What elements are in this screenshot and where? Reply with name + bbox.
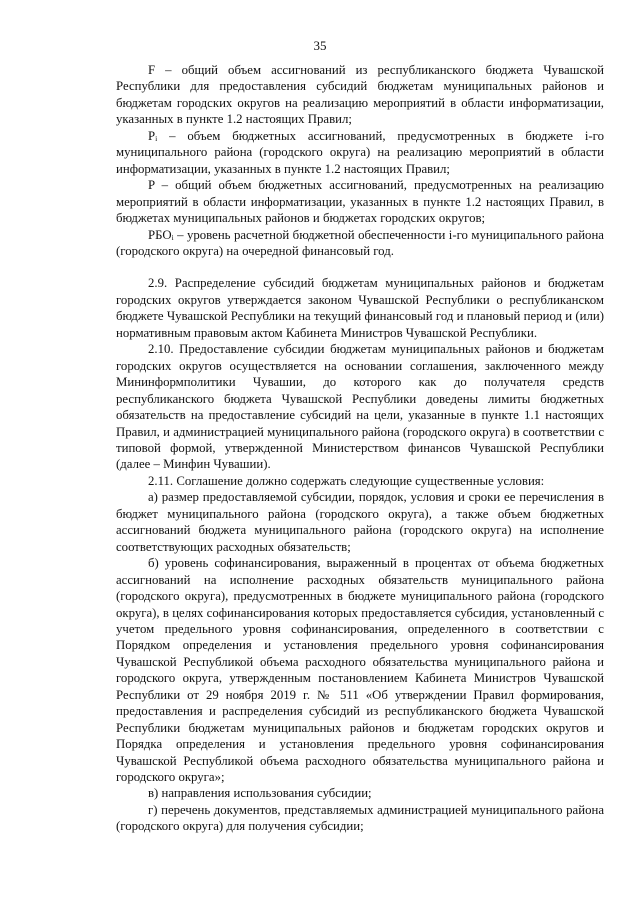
paragraph-clause-2-11-b: б) уровень софинансирования, выраженный в процентах от объема бюджетных ассигнований на исполнение расходных обязательств муниципального района (городского округа), предусмотренных в бюджете муниципального района (городского округа), в целях софинансирования которых предоставляется субсидия, установленный с учетом предельного уровня софинансирования, определенного в соответствии с Порядком определения и установления предельного уровня софинансирования Чувашской Республикой объема расходного обязательства муниципального района и городского округа, утвержденным постановлением Кабинета Министров Чувашской Республики от 29 ноября 2019 г. № 511 «Об утверждении Правил формирования, предоставления и распределения субсидий из республиканского бюджета Чувашской Республики бюджетам муниципальных районов и бюджетам городских округов и Порядка определения и установления предельного уровня софинансирования Чувашской Республикой объема расходного обязательства муниципального района и городского округа»; [116,556,604,785]
paragraph-clause-2-11: 2.11. Соглашение должно содержать следующие существенные условия: [148,473,545,488]
paragraph-clause-2-11-a: а) размер предоставляемой субсидии, порядок, условия и сроки ее перечисления в бюджет муниципального района (городского округа), а также объем бюджетных ассигнований бюджета муниципального района (городского округа) на исполнение соответствующих расходных обязательств; [116,490,604,554]
paragraph-pi-definition: Pᵢ – объем бюджетных ассигнований, предусмотренных в бюджете i-го муниципального района (городского округа) на реализацию мероприятий в области информатизации, указанных в пункте 1.2 настоящих Правил; [116,128,604,176]
paragraph-clause-2-11-v: в) направления использования субсидии; [148,786,372,801]
paragraph-p-definition: P – общий объем бюджетных ассигнований, предусмотренных на реализацию мероприятий в области информатизации, указанных в пункте 1.2 настоящих Правил, в бюджетах муниципальных районов и бюджетах городских округов; [116,178,604,226]
paragraph-clause-2-11-g: г) перечень документов, представляемых администрацией муниципального района (городского округа) для получения субсидии; [116,802,604,834]
paragraph-f-definition: F – общий объем ассигнований из республиканского бюджета Чувашской Республики для предоставления субсидий бюджетам муниципальных районов и бюджетам городских округов на реализацию мероприятий в области информатизации, указанных в пункте 1.2 настоящих Правил; [116,63,604,127]
paragraph-clause-2-9: 2.9. Распределение субсидий бюджетам муниципальных районов и бюджетам городских округов утверждается законом Чувашской Республики о республиканском бюджете Чувашской Республики на текущий финансовый год и плановый период и (или) нормативным правовым актом Кабинета Министров Чувашской Республики. [116,276,604,340]
paragraph-clause-2-10: 2.10. Предоставление субсидии бюджетам муниципальных районов и бюджетам городских округов осуществляется на основании соглашения, заключенного между Мининформполитики Чувашии, до которого как до получателя средств республиканского бюджета Чувашской Республики доведены лимиты бюджетных обязательств на предоставление субсидий на цели, указанные в пункте 1.1 настоящих Правил, и администрацией муниципального района (городского округа) в соответствии с типовой формой, утвержденной Министерством финансов Чувашской Республики (далее – Минфин Чувашии). [116,342,604,472]
paragraph-rbo-definition: РБОᵢ – уровень расчетной бюджетной обеспеченности i-го муниципального района (городского округа) на очередной финансовый год. [116,227,604,258]
document-body [116,62,604,835]
page-number: 35 [313,38,327,53]
